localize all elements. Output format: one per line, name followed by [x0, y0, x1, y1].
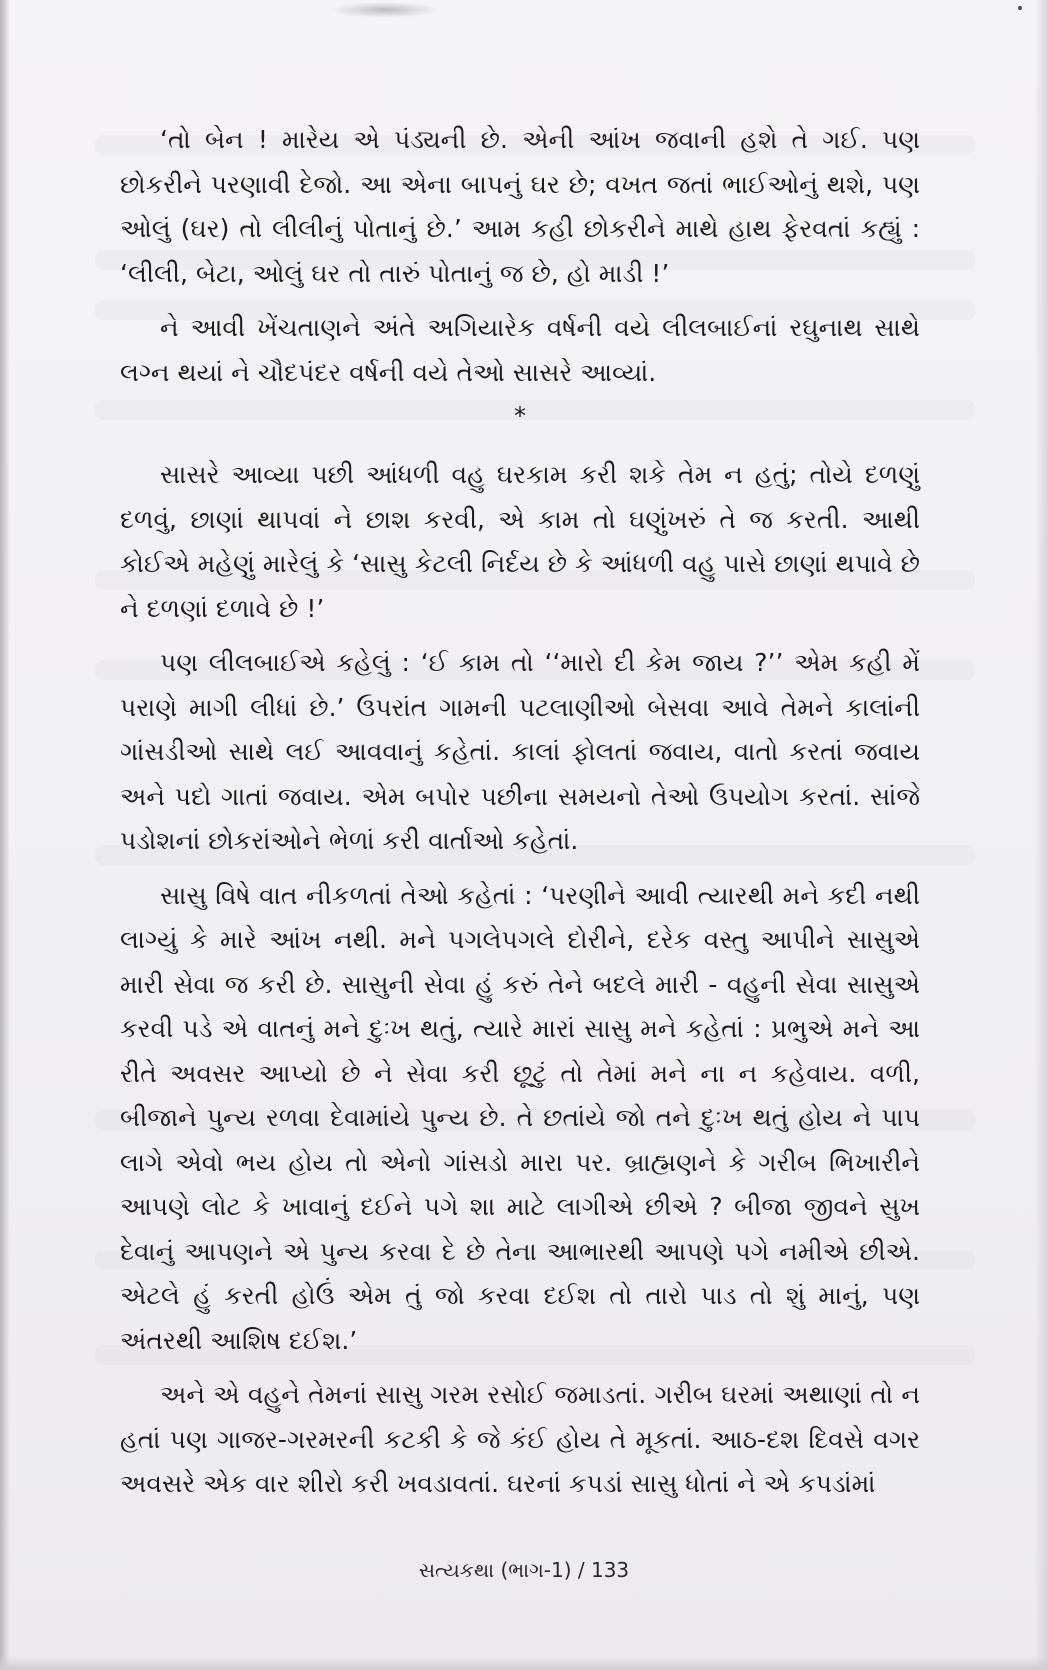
- section-separator: *: [514, 402, 526, 430]
- page-footer: સત્યકથા (ભાગ-1) / 133: [418, 1558, 630, 1582]
- paragraph: અને એ વહુને તેમનાં સાસુ ગરમ રસોઈ જમાડતાં. ગરીબ ઘરમાં અથાણાં તો ન હતાં પણ ગાજર-ગરમરની કટકી કે જે કંઈ હોય તે મૂકતાં. આઠ-દશ દિવસે વગર અવસરે એક વાર શીરો કરી ખવડાવતાં. ઘરનાં કપડાં સાસુ ધોતાં ને એ કપડાંમાં: [120, 1380, 920, 1498]
- ink-speck: [1018, 6, 1022, 10]
- print-smudge: [330, 2, 440, 18]
- paragraph: સાસરે આવ્યા પછી આંધળી વહુ ઘરકામ કરી શકે તેમ ન હતું; તોયે દળણું દળવું, છાણાં થાપવાં ને છાશ કરવી, એ કામ તો ઘણુંખરું તે જ કરતી. આથી કોઈએ મહેણું મારેલું કે ‘સાસુ કેટલી નિર્દય છે કે આંધળી વહુ પાસે છાણાં થપાવે છે ને દળણાં દળાવે છે !’: [120, 460, 920, 623]
- body-text: [120, 118, 920, 1517]
- paragraph: ‘તો બેન ! મારેય એ પંડ્યની છે. એની આંખ જવાની હશે તે ગઈ. પણ છોકરીને પરણાવી દેજો. આ એના બાપનું ઘર છે; વખત જતાં ભાઈઓનું થશે, પણ ઓલું (ઘર) તો લીલીનું પોતાનું છે.’ આમ કહી છોકરીને માથે હાથ ફેરવતાં કહ્યું : ‘લીલી, બેટા, ઓલું ઘર તો તારું પોતાનું જ છે, હો માડી !’: [120, 125, 920, 288]
- page-bottom-edge-shadow: [0, 1656, 1048, 1670]
- page-right-edge-shadow: [1034, 0, 1048, 1670]
- paragraph: સાસુ વિષે વાત નીકળતાં તેઓ કહેતાં : ‘પરણીને આવી ત્યારથી મને કદી નથી લાગ્યું કે મારે આંખ નથી. મને પગલેપગલે દોરીને, દરેક વસ્તુ આપીને સાસુએ મારી સેવા જ કરી છે. સાસુની સેવા હું કરું તેને બદલે મારી - વહુની સેવા સાસુએ કરવી પડે એ વાતનું મને દુઃખ થતું, ત્યારે મારાં સાસુ મને કહેતાં : પ્રભુએ મને આ રીતે અવસર આપ્યો છે ને સેવા કરી છૂટું તો તેમાં મને ના ન કહેવાય. વળી, બીજાને પુન્ય રળવા દેવામાંયે પુન્ય છે. તે છતાંયે જો તને દુઃખ થતું હોય ને પાપ લાગે એવો ભય હોય તો એનો ગાંસડો મારા પર. બ્રાહ્મણને કે ગરીબ ભિખારીને આપણે લોટ કે ખાવાનું દઈને પગે શા માટે લાગીએ છીએ ? બીજા જીવને સુખ દેવાનું આપણને એ પુન્ય કરવા દે છે તેના આભારથી આપણે પગે નમીએ છીએ. એટલે હું કરતી હોઉં એમ તું જો કરવા દઈશ તો તારો પાડ તો શું માનું, પણ અંતરથી આશિષ દઈશ.’: [120, 880, 920, 1355]
- page-left-edge-shadow: [0, 0, 10, 1670]
- paragraph: ને આવી ખેંચતાણને અંતે અગિયારેક વર્ષની વયે લીલબાઈનાં રઘુનાથ સાથે લગ્ન થયાં ને ચૌદપંદર વર્ષની વયે તેઓ સાસરે આવ્યાં.: [120, 313, 920, 387]
- paragraph: પણ લીલબાઈએ કહેલું : ‘ઈ કામ તો ‘‘મારો દી કેમ જાય ?’’ એમ કહી મેં પરાણે માગી લીધાં છે.’ ઉપરાંત ગામની પટલાણીઓ બેસવા આવે તેમને કાલાંની ગાંસડીઓ સાથે લઈ આવવાનું કહેતાં. કાલાં ફોલતાં જવાય, વાતો કરતાં જવાય અને પદો ગાતાં જવાય. એમ બપોર પછીના સમયનો તેઓ ઉપયોગ કરતાં. સાંજે પડોશનાં છોકરાંઓને ભેળાં કરી વાર્તાઓ કહેતાં.: [120, 648, 920, 855]
